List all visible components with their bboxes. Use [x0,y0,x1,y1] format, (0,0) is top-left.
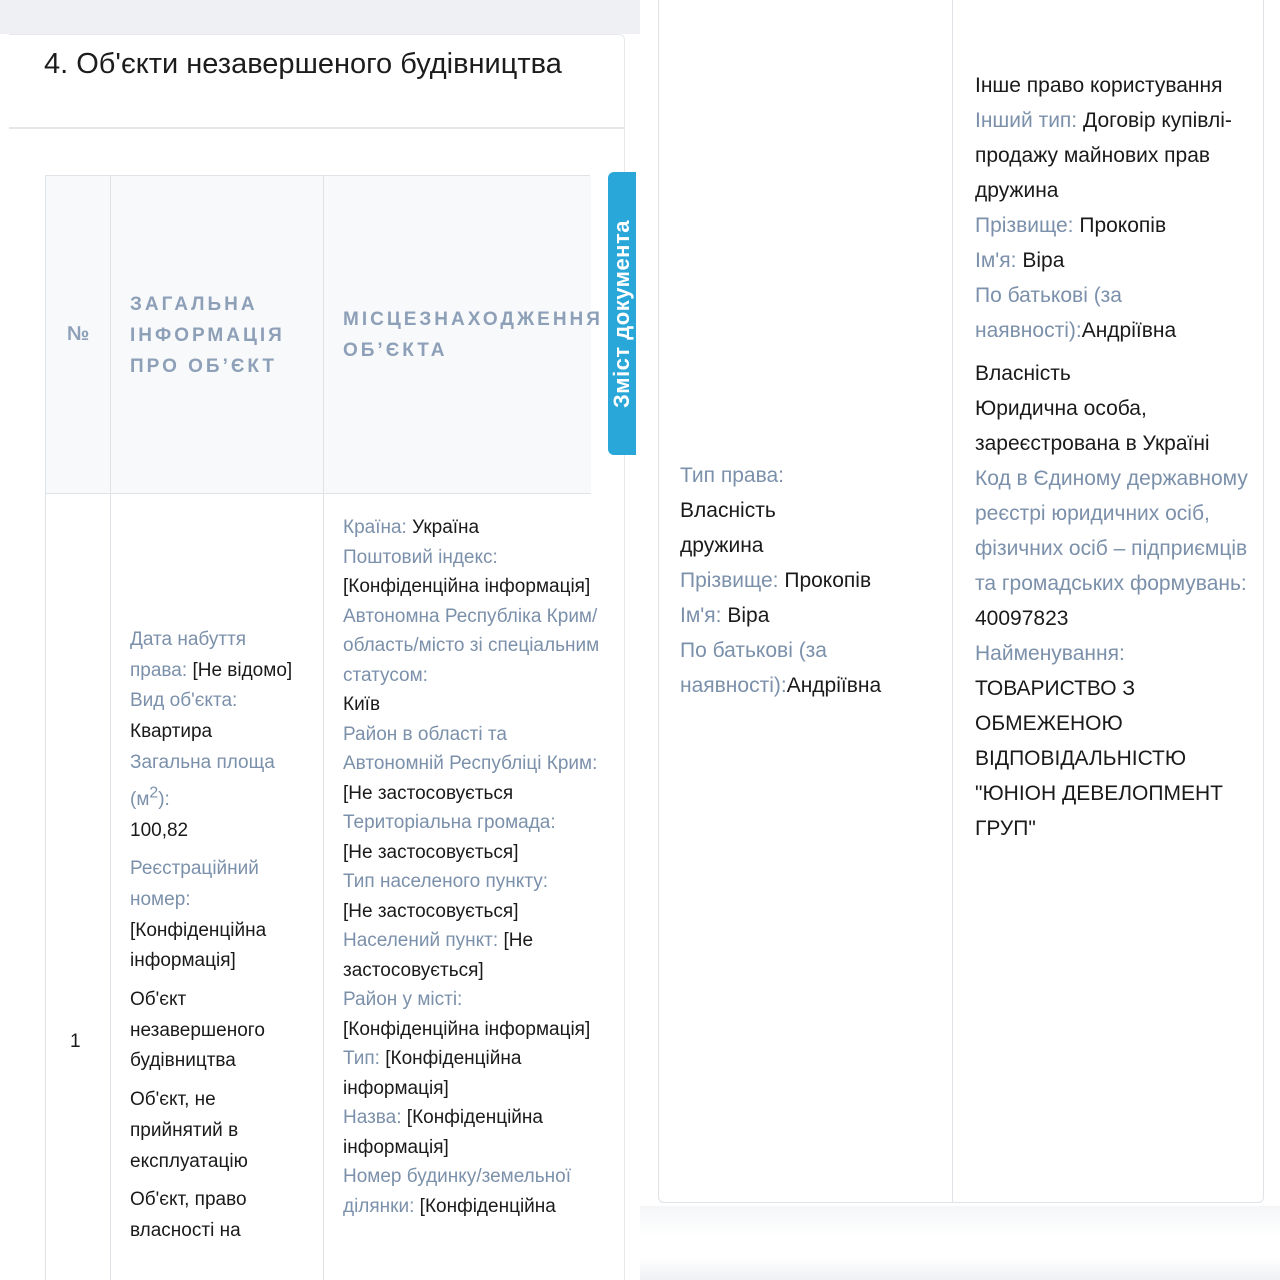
other-rights-cell [975,68,1255,846]
right-kind: Інше право користування [975,74,1223,97]
street-name-label: Назва: [343,1107,402,1128]
other-patronymic-label: По батькові (за наявності): [975,284,1122,342]
acquire-date [130,625,300,846]
settlement-value: [Не застосовується] [343,930,534,981]
reg-number-value: [Конфіденційна інформація] [130,919,267,972]
title-divider [9,127,625,129]
area-label-end: ): [158,788,170,810]
district-label: Район в області та Автономній Республіці Крим: [343,723,598,774]
city-district-value: [Конфіденційна інформація] [343,1018,591,1040]
region-label: Автономна Республіка Крим/область/місто зі спеціальним статусом: [343,605,600,686]
reg-number [130,854,300,977]
other-name-value: Віра [1022,249,1065,272]
right-type-label: Тип права: [680,464,785,487]
general-info-cell [130,625,300,1255]
location-cell [343,513,603,1221]
area-label [130,752,275,810]
other-name-label: Ім'я: [975,249,1017,272]
settlement-label: Населений пункт: [343,930,499,951]
other-type-label: Інший тип: [975,109,1078,132]
ownership-value: Власність [975,362,1071,385]
top-band [0,0,640,34]
object-type-value: Квартира [130,721,213,743]
community-label: Територіальна громада: [343,812,556,833]
other-surname-value: Прокопів [1079,214,1167,237]
right-type-cell [680,458,940,703]
other-right-block [975,68,1255,348]
note-ownership: Об'єкт, право власності на [130,1189,247,1241]
name-label: Ім'я: [680,604,722,627]
other-surname-label: Прізвище: [975,214,1074,237]
objects-table [45,175,603,1280]
bottom-band [640,1206,1280,1280]
object-type-label: Вид об'єкта: [130,690,238,712]
area-sup: 2 [149,784,159,802]
surname-value: Прокопів [784,569,872,592]
company-name-label: Найменування: [975,642,1125,665]
district-value: [Не застосовується [343,782,514,804]
header-general-text: ЗАГАЛЬНА ІНФОРМАЦІЯ ПРО ОБ’ЄКТ [130,294,285,377]
owner-entity-block [975,356,1255,846]
other-type-value: Договір купівлі-продажу майнових прав [975,109,1232,167]
area-value: 100,82 [130,819,189,841]
name-value: Віра [727,604,770,627]
city-district-label: Район у місті: [343,989,463,1010]
reg-number-label: Реєстраційний номер: [130,858,259,910]
country-value: Україна [412,517,480,538]
country-label: Країна: [343,517,407,538]
column-divider [110,176,111,1280]
other-patronymic-value: Андріївна [1081,319,1177,342]
postal-label: Поштовий індекс: [343,546,498,568]
document-contents-label: Зміст документа [609,219,634,408]
acquire-date-label: Дата набуття права: [130,629,247,681]
header-location [343,304,603,366]
registry-code-label: Код в Єдиному державному реєстрі юридичних осіб, фізичних осіб – підприємців та громадських формувань: [975,467,1248,595]
note-unfinished: Об'єкт незавершеного будівництва [130,989,265,1072]
company-name-value: ТОВАРИСТВО З ОБМЕЖЕНОЮ ВІДПОВІДАЛЬНІСТЮ "ЮНІОН ДЕВЕЛОПМЕНТ ГРУП" [975,677,1223,840]
column-divider [952,0,953,1202]
header-number: № [66,323,90,345]
entity-type-value: Юридична особа, зареєстрована в Україні [975,397,1210,455]
surname-label: Прізвище: [680,569,779,592]
right-type-value: Власність [680,499,776,522]
house-number-label: Номер будинку/земельної ділянки: [343,1166,571,1217]
row-number: 1 [70,1031,81,1052]
note-not-accepted: Об'єкт, не прийнятий в експлуатацію [130,1089,248,1172]
patronymic-value: Андріївна [786,674,882,697]
relation-value: дружина [680,534,764,557]
postal-value: [Конфіденційна інформація] [343,576,591,597]
header-location-text: МІСЦЕЗНАХОДЖЕННЯ ОБ’ЄКТА [343,309,603,361]
section-title: 4. Об'єкти незавершеного будівництва [44,48,562,80]
document-contents-tab[interactable] [608,172,636,455]
region-value: Київ [343,694,381,715]
street-type-value: [Конфіденційна інформація] [343,1048,522,1099]
right-screenshot-panel [640,0,1280,1280]
house-number-value: [Конфіденційна [419,1195,556,1217]
header-general-info [130,289,295,382]
area-label-text: Загальна площа (м [130,751,275,810]
patronymic-label: По батькові (за наявності): [680,639,827,697]
community-value: [Не застосовується] [343,841,519,863]
acquire-date-value: [Не відомо] [192,659,293,681]
settlement-type-value: [Не застосовується] [343,900,519,922]
street-name-value: [Конфіденційна інформація] [343,1107,543,1158]
registry-code-value: 40097823 [975,607,1069,630]
settlement-type-label: Тип населеного пункту: [343,871,549,892]
column-divider [323,176,324,1280]
other-relation: дружина [975,179,1059,202]
street-type-label: Тип: [343,1048,380,1069]
